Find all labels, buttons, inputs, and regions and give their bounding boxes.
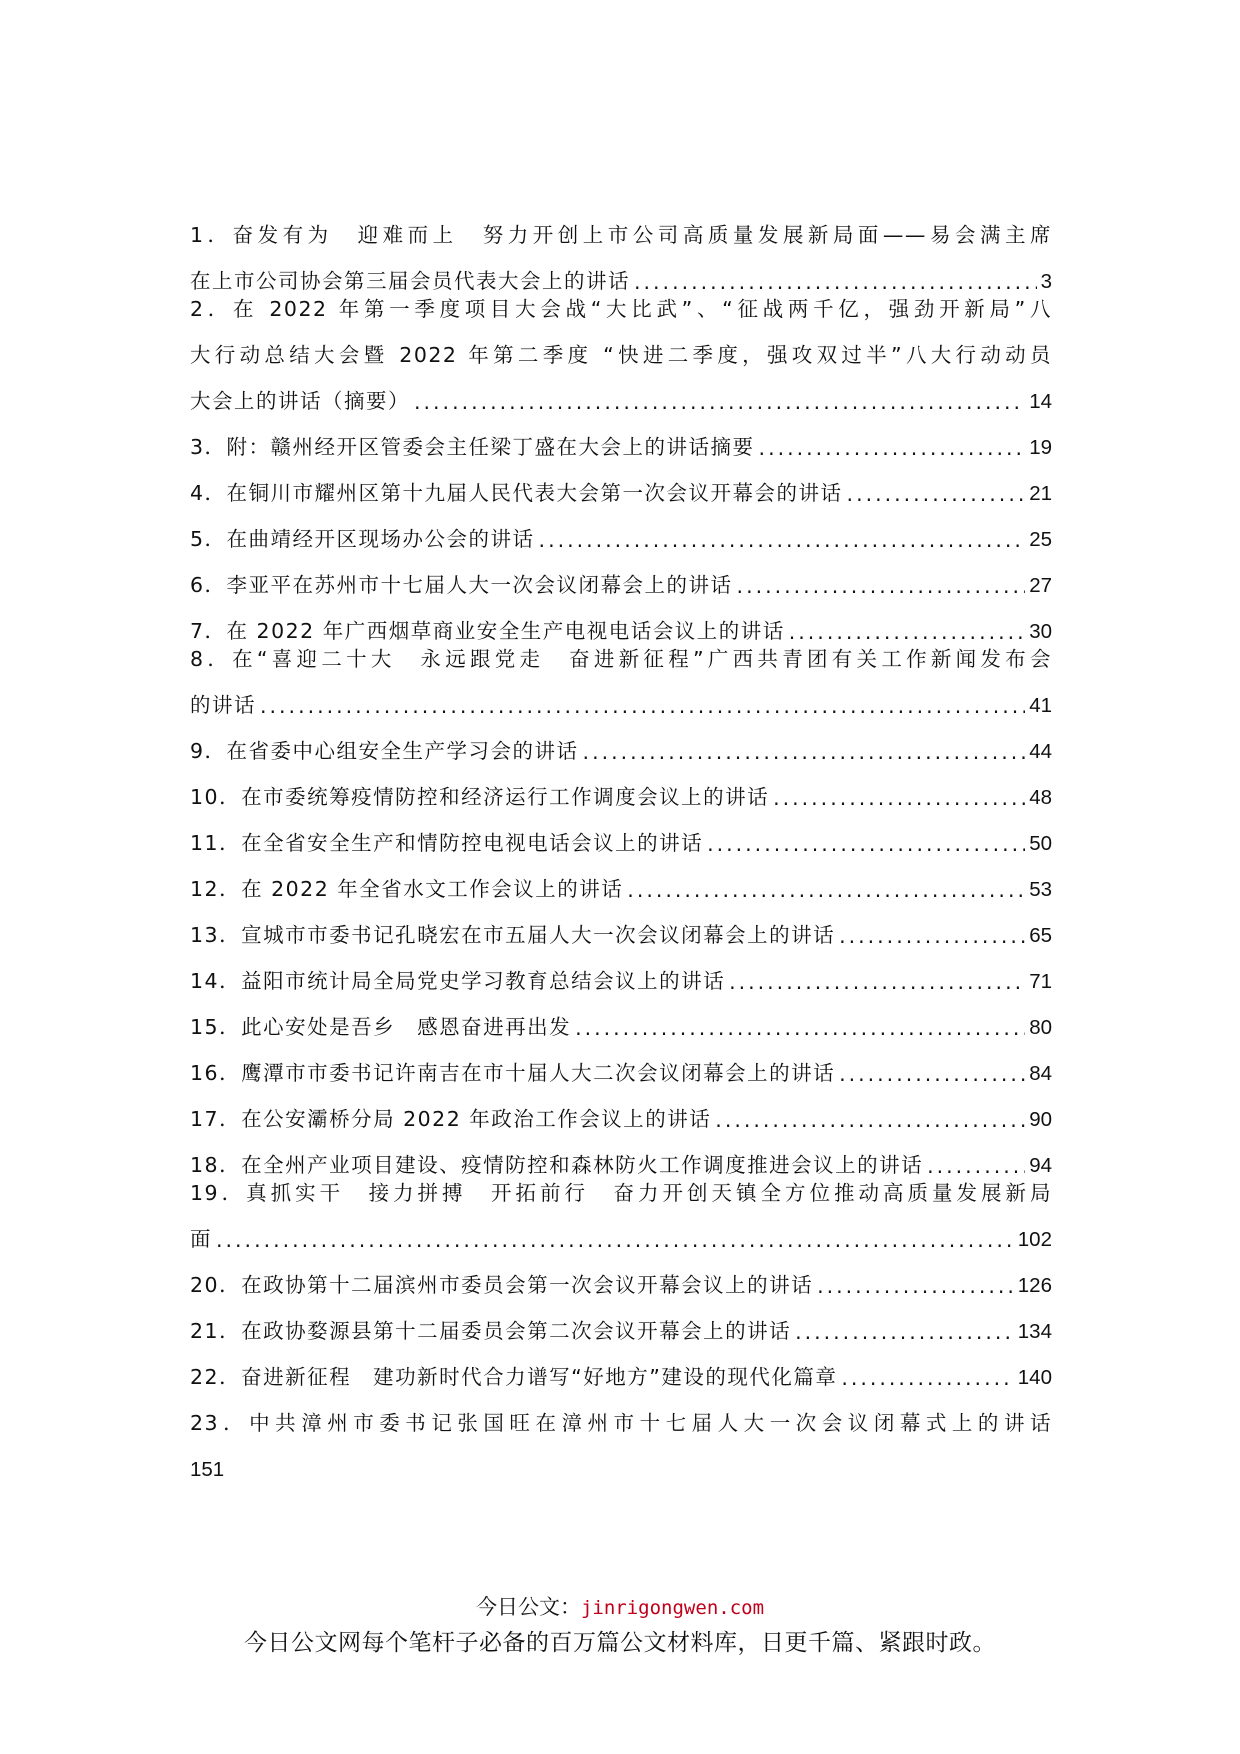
toc-entry-title: 13．宣城市市委书记孔晓宏在市五届人大一次会议闭幕会上的讲话 — [190, 923, 836, 947]
toc-entry[interactable] — [190, 994, 1052, 1040]
toc-entry-title: 大会上的讲话（摘要） — [190, 389, 410, 413]
toc-entry[interactable] — [190, 1252, 1052, 1298]
toc-leader-dots — [817, 1274, 1014, 1298]
toc-entry-title: 大行动总结大会暨 2022 年第二季度 “快进二季度，强攻双过半”八大行动动员 — [190, 343, 1052, 367]
toc-entry[interactable] — [190, 294, 1052, 414]
footer-slogan: 今日公文网每个笔杆子必备的百万篇公文材料库，日更千篇、紧跟时政。 — [244, 1630, 996, 1656]
toc-entry-title: 21．在政协婺源县第十二届委员会第二次会议开幕会上的讲话 — [190, 1319, 792, 1343]
toc-leader-dots — [759, 436, 1026, 460]
toc-leader-dots — [634, 270, 1037, 294]
toc-entry-title: 3．附：赣州经开区管委会主任梁丁盛在大会上的讲话摘要 — [190, 435, 755, 459]
toc-page-number: 30 — [1029, 620, 1052, 643]
toc-entry-title: 6．李亚平在苏州市十七届人大一次会议闭幕会上的讲话 — [190, 573, 733, 597]
toc-page-number: 48 — [1029, 786, 1052, 809]
toc-page-number: 14 — [1029, 390, 1052, 413]
toc-entry-title: 在上市公司协会第三届会员代表大会上的讲话 — [190, 269, 630, 293]
toc-entry[interactable] — [190, 460, 1052, 506]
toc-entry-title: 4．在铜川市耀州区第十九届人民代表大会第一次会议开幕会的讲话 — [190, 481, 843, 505]
toc-leader-dots — [414, 390, 1025, 414]
toc-leader-dots — [729, 970, 1025, 994]
toc-entry-title: 23．中共漳州市委书记张国旺在漳州市十七届人大一次会议闭幕式上的讲话 — [190, 1411, 1052, 1435]
toc-entry[interactable] — [190, 1086, 1052, 1132]
toc-leader-dots — [773, 786, 1025, 810]
toc-entry-title: 17．在公安灞桥分局 2022 年政治工作会议上的讲话 — [190, 1107, 712, 1131]
toc-leader-dots — [737, 574, 1026, 598]
toc-page-number: 41 — [1029, 694, 1052, 717]
toc-entry[interactable] — [190, 644, 1052, 718]
toc-leader-dots — [627, 878, 1025, 902]
toc-entry[interactable] — [190, 718, 1052, 764]
footer-site-label: 今日公文： — [475, 1595, 581, 1619]
toc-entry[interactable] — [190, 764, 1052, 810]
toc-entry-title: 19．真抓实干 接力拼搏 开拓前行 奋力开创天镇全方位推动高质量发展新局 — [190, 1181, 1052, 1205]
toc-page-number: 90 — [1029, 1108, 1052, 1131]
toc-entry[interactable] — [190, 856, 1052, 902]
toc-entry-title: 7．在 2022 年广西烟草商业安全生产电视电话会议上的讲话 — [190, 619, 785, 643]
toc-leader-dots — [539, 528, 1026, 552]
toc-leader-dots — [841, 1366, 1013, 1390]
toc-page-number: 3 — [1040, 270, 1052, 293]
toc-entry-title: 18．在全州产业项目建设、疫情防控和森林防火工作调度推进会议上的讲话 — [190, 1153, 924, 1177]
toc-page-number: 65 — [1029, 924, 1052, 947]
toc-entry[interactable] — [190, 598, 1052, 644]
toc-page-number: 71 — [1029, 970, 1052, 993]
toc-leader-dots — [575, 1016, 1025, 1040]
toc-entry[interactable] — [190, 810, 1052, 856]
toc-entry[interactable] — [190, 1178, 1052, 1252]
toc-leader-dots — [789, 620, 1025, 644]
toc-entry-title: 11．在全省安全生产和情防控电视电话会议上的讲话 — [190, 831, 704, 855]
toc-page-number: 140 — [1017, 1366, 1052, 1389]
toc-leader-dots — [839, 924, 1025, 948]
toc-entry[interactable] — [190, 1040, 1052, 1086]
table-of-contents — [190, 220, 1052, 1482]
toc-entry-title: 8．在“喜迎二十大 永远跟党走 奋进新征程”广西共青团有关工作新闻发布会 — [190, 647, 1052, 671]
toc-page-number: 94 — [1029, 1154, 1052, 1177]
toc-page-number: 102 — [1017, 1228, 1052, 1251]
toc-entry-title: 15．此心安处是吾乡 感恩奋进再出发 — [190, 1015, 572, 1039]
footer-site — [0, 1591, 1240, 1621]
toc-page-number: 27 — [1029, 574, 1052, 597]
toc-page-number: 19 — [1029, 436, 1052, 459]
toc-entry-title: 1．奋发有为 迎难而上 努力开创上市公司高质量发展新局面——易会满主席 — [190, 223, 1052, 247]
toc-entry-title: 的讲话 — [190, 693, 256, 717]
toc-leader-dots — [795, 1320, 1014, 1344]
toc-page-number: 126 — [1017, 1274, 1052, 1297]
toc-leader-dots — [847, 482, 1026, 506]
toc-entry[interactable] — [190, 1298, 1052, 1344]
toc-page-number: 84 — [1029, 1062, 1052, 1085]
toc-leader-dots — [839, 1062, 1025, 1086]
toc-entry-title: 14．益阳市统计局全局党史学习教育总结会议上的讲话 — [190, 969, 726, 993]
toc-leader-dots — [927, 1154, 1025, 1178]
toc-entry-title: 22．奋进新征程 建功新时代合力谱写“好地方”建设的现代化篇章 — [190, 1365, 838, 1389]
toc-entry[interactable] — [190, 414, 1052, 460]
toc-leader-dots — [216, 1228, 1014, 1252]
toc-entry[interactable] — [190, 1344, 1052, 1390]
toc-entry[interactable] — [190, 506, 1052, 552]
toc-page-number: 151 — [190, 1458, 225, 1481]
toc-entry-title: 面 — [190, 1227, 212, 1251]
toc-entry[interactable] — [190, 1132, 1052, 1178]
toc-entry[interactable] — [190, 1390, 1052, 1482]
toc-page-number: 53 — [1029, 878, 1052, 901]
toc-entry[interactable] — [190, 948, 1052, 994]
toc-leader-dots — [707, 832, 1025, 856]
toc-entry-title: 9．在省委中心组安全生产学习会的讲话 — [190, 739, 579, 763]
toc-leader-dots — [715, 1108, 1025, 1132]
toc-entry[interactable] — [190, 220, 1052, 294]
toc-entry-title: 20．在政协第十二届滨州市委员会第一次会议开幕会议上的讲话 — [190, 1273, 814, 1297]
toc-page-number: 25 — [1029, 528, 1052, 551]
toc-entry-title: 10．在市委统筹疫情防控和经济运行工作调度会议上的讲话 — [190, 785, 770, 809]
toc-entry-title: 5．在曲靖经开区现场办公会的讲话 — [190, 527, 535, 551]
toc-entry[interactable] — [190, 902, 1052, 948]
toc-page-number: 21 — [1029, 482, 1052, 505]
toc-entry-title: 12．在 2022 年全省水文工作会议上的讲话 — [190, 877, 624, 901]
toc-entry-title: 16．鹰潭市市委书记许南吉在市十届人大二次会议闭幕会上的讲话 — [190, 1061, 836, 1085]
toc-leader-dots — [583, 740, 1026, 764]
toc-page-number: 80 — [1029, 1016, 1052, 1039]
toc-page-number: 134 — [1017, 1320, 1052, 1343]
toc-leader-dots — [260, 694, 1025, 718]
toc-entry[interactable] — [190, 552, 1052, 598]
toc-entry-title: 2．在 2022 年第一季度项目大会战“大比武”、“征战两千亿，强劲开新局”八 — [190, 297, 1052, 321]
toc-page-number: 50 — [1029, 832, 1052, 855]
footer-site-link[interactable]: jinrigongwen.com — [580, 1597, 765, 1619]
toc-page-number: 44 — [1029, 740, 1052, 763]
